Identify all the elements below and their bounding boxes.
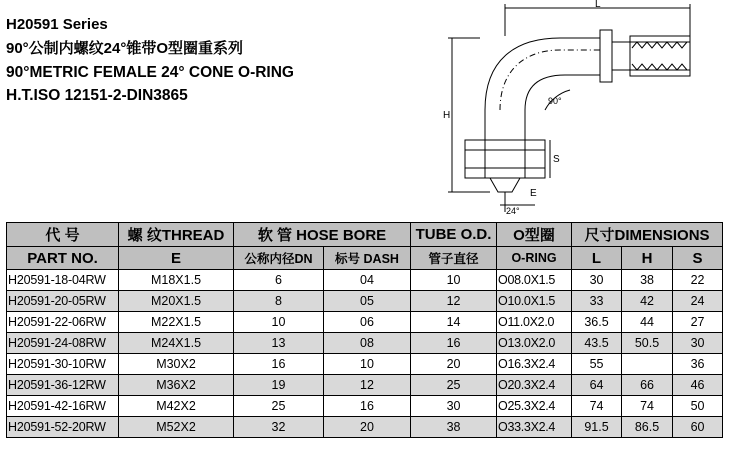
cell-dash: 08 [324,333,411,354]
header-l: L [572,247,622,270]
header-h: H [622,247,673,270]
header-thread: 螺 纹THREAD [119,223,234,247]
label-angle-90: 90° [548,96,562,106]
cell-l: 33 [572,291,622,312]
table-row [7,270,723,291]
label-h: H [443,110,451,121]
table-row [7,312,723,333]
cell-tube: 16 [411,333,497,354]
cell-l: 55 [572,354,622,375]
cell-dash: 05 [324,291,411,312]
series-title: H20591 Series [6,16,108,33]
label-l: L [595,0,601,10]
cell-tube: 30 [411,396,497,417]
cell-h: 86.5 [622,417,673,438]
fitting-drawing [440,0,730,218]
header-tube: TUBE O.D. [411,223,497,247]
cell-oring: O10.0X1.5 [497,291,572,312]
cell-h [622,354,673,375]
cell-oring: O20.3X2.4 [497,375,572,396]
header-s: S [673,247,723,270]
cell-s: 30 [673,333,723,354]
cell-dn: 16 [234,354,324,375]
cell-tube: 14 [411,312,497,333]
cell-h: 50.5 [622,333,673,354]
cell-part: H20591-36-12RW [7,375,119,396]
table-row [7,333,723,354]
table-row [7,375,723,396]
cell-oring: O33.3X2.4 [497,417,572,438]
cell-part: H20591-18-04RW [7,270,119,291]
cell-h: 66 [622,375,673,396]
cell-thread: M30X2 [119,354,234,375]
cell-s: 24 [673,291,723,312]
spec-table [6,222,723,438]
cell-tube: 10 [411,270,497,291]
header-dash: 标号 DASH [324,247,411,270]
cell-tube: 25 [411,375,497,396]
cell-dash: 16 [324,396,411,417]
title-block [6,14,294,107]
cell-dash: 06 [324,312,411,333]
cell-thread: M52X2 [119,417,234,438]
cell-s: 46 [673,375,723,396]
table-row [7,291,723,312]
cell-oring: O08.0X1.5 [497,270,572,291]
cell-s: 60 [673,417,723,438]
cell-part: H20591-30-10RW [7,354,119,375]
cell-thread: M18X1.5 [119,270,234,291]
cell-h: 74 [622,396,673,417]
header-code: 代 号 [7,223,119,247]
header-dn: 公称内径DN [234,247,324,270]
table-row [7,417,723,438]
cell-l: 64 [572,375,622,396]
cell-s: 50 [673,396,723,417]
cell-s: 36 [673,354,723,375]
cell-thread: M36X2 [119,375,234,396]
cell-dn: 25 [234,396,324,417]
cell-thread: M22X1.5 [119,312,234,333]
english-title: 90°METRIC FEMALE 24° CONE O-RING [6,64,294,81]
cell-dn: 8 [234,291,324,312]
cell-dn: 6 [234,270,324,291]
cell-oring: O25.3X2.4 [497,396,572,417]
cell-l: 30 [572,270,622,291]
chinese-title: 90°公制内螺纹24°锥带O型圈重系列 [6,40,244,57]
cell-h: 42 [622,291,673,312]
label-s: S [553,154,560,165]
cell-oring: O11.0X2.0 [497,312,572,333]
cell-thread: M20X1.5 [119,291,234,312]
header-o-ring: O-RING [497,247,572,270]
cell-part: H20591-24-08RW [7,333,119,354]
cell-dn: 19 [234,375,324,396]
cell-tube: 38 [411,417,497,438]
cell-part: H20591-20-05RW [7,291,119,312]
label-e: E [530,188,537,199]
cell-l: 36.5 [572,312,622,333]
header-oring: O型圈 [497,223,572,247]
cell-thread: M24X1.5 [119,333,234,354]
cell-h: 38 [622,270,673,291]
cell-dash: 12 [324,375,411,396]
cell-part: H20591-22-06RW [7,312,119,333]
cell-tube: 12 [411,291,497,312]
header-part-no: PART NO. [7,247,119,270]
cell-dash: 10 [324,354,411,375]
header-tube-dia: 管子直径 [411,247,497,270]
cell-l: 43.5 [572,333,622,354]
header-e: E [119,247,234,270]
standard-title: H.T.ISO 12151-2-DIN3865 [6,87,188,104]
table-row [7,396,723,417]
cell-part: H20591-42-16RW [7,396,119,417]
cell-l: 91.5 [572,417,622,438]
header-hose-bore: 软 管 HOSE BORE [234,223,411,247]
cell-l: 74 [572,396,622,417]
cell-s: 27 [673,312,723,333]
cell-dn: 32 [234,417,324,438]
cell-dash: 04 [324,270,411,291]
cell-dn: 10 [234,312,324,333]
header-dimensions: 尺寸DIMENSIONS [572,223,723,247]
cell-s: 22 [673,270,723,291]
cell-tube: 20 [411,354,497,375]
cell-dn: 13 [234,333,324,354]
label-angle-24: 24° [506,206,520,216]
cell-h: 44 [622,312,673,333]
cell-part: H20591-52-20RW [7,417,119,438]
cell-oring: O16.3X2.4 [497,354,572,375]
cell-dash: 20 [324,417,411,438]
cell-thread: M42X2 [119,396,234,417]
cell-oring: O13.0X2.0 [497,333,572,354]
table-row [7,354,723,375]
